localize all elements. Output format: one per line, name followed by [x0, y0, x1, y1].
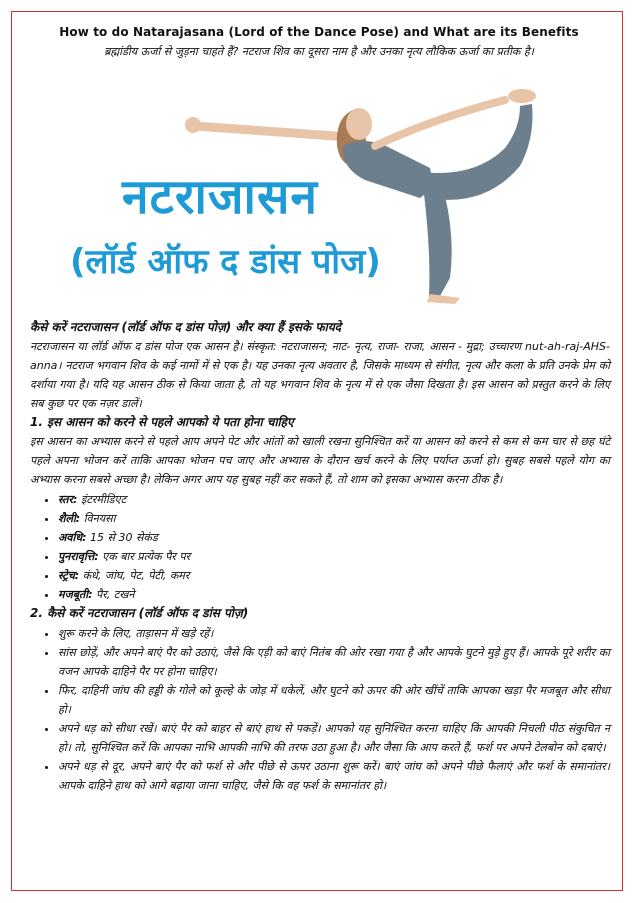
list-item: • अवधि: 15 से 30 सेकंड — [58, 528, 610, 547]
step-item: • फिर, दाहिनी जांघ की हड्डी के गोले को कूल्हे के जोड़ में धकेलें, और घुटने को ऊपर की ओर खींचें ताकि आपका खड़ा पैर मजबूत और सीधा हो। — [58, 681, 610, 719]
list-item: • शैली: विनयसा — [58, 509, 610, 528]
page-title: How to do Natarajasana (Lord of the Dance Pose) and What are its Benefits — [59, 25, 579, 39]
page-subtitle: ब्रह्मांडीय ऊर्जा से जुड़ना चाहते हैं? नटराज शिव का दूसरा नाम है और उनका नृत्य लौकिक ऊर्जा का प्रतीक है। — [104, 45, 534, 58]
section-heading: 1. इस आसन को करने से पहले आपको ये पता होना चाहिए — [30, 415, 294, 429]
list-item: • स्ट्रेच: कंधे, जांघ, पेट, पेटी, कमर — [58, 566, 610, 585]
section-heading: कैसे करें नटराजासन (लॉर्ड ऑफ द डांस पोज़) और क्या हैं इसके फायदे — [30, 320, 342, 334]
steps-list — [30, 624, 610, 795]
step-item: • अपने धड़ से दूर, अपने बाएं पैर को फर्श से और पीछे से ऊपर उठाना शुरू करें। बाएं जांघ को अपने पीछे फैलाएं और फर्श के समानांतर। आपके दाहिने हाथ को आगे बढ़ाया जाना चाहिए, जैसे कि वह फर्श के समानांतर हो। — [58, 757, 610, 795]
list-item: • पुनरावृत्ति: एक बार प्रत्येक पैर पर — [58, 547, 610, 566]
list-item: • स्तर: इंटरमीडिएट — [58, 490, 610, 509]
step-item: • अपने धड़ को सीधा रखें। बाएं पैर को बाहर से बाएं हाथ से पकड़ें। आपको यह सुनिश्चित करना चाहिए कि आपकी निचली पीठ संकुचित न हो। तो, सुनिश्चित करें कि आपका नाभि आपकी नाभि की तरफ उठा हुआ है। और जैसा कि आप करते हैं, फर्श पर अपने टेलबोन को दबाएं। — [58, 719, 610, 757]
article-body — [30, 318, 610, 795]
step-item: • सांस छोड़ें, और अपने बाएं पैर को उठाएं, जैसे कि एड़ी को बाएं नितंब की ओर रखा गया है और आपके घुटने मुड़े हुए हैं। आपके पूरे शरीर का वजन आपके दाहिने पैर पर होना चाहिए। — [58, 643, 610, 681]
list-item: • मजबूती: पैर, टखने — [58, 585, 610, 604]
facts-list — [30, 490, 610, 604]
hero-title: नटराजासन — [122, 169, 319, 225]
step-item: • शुरू करने के लिए, ताड़ासन में खड़े रहें। — [58, 624, 610, 643]
hero-subtitle: (लॉर्ड ऑफ द डांस पोज) — [70, 242, 381, 282]
intro-paragraph: नटराजासन या लॉर्ड ऑफ द डांस पोज एक आसन है। संस्कृत: नटराजासन; नाट- नृत्य, राजा- राजा, आसन - मुद्रा; उच्चारण nut-ah-raj-AHS-anna। नटराज भगवान शिव के कई नामों में से एक है। यह उनका नृत्य अवतार है, जिसके माध्यम से संगीत, नृत्य और कला के प्रति उनके प्रेम को दर्शाया गया है। यदि यह आसन ठीक से किया जाता है, तो यह भगवान शिव के नृत्य में से एक जैसा दिखता है। इस आसन को प्रस्तुत करने के लिए सब कुछ पर एक नज़र डालें। — [30, 340, 610, 410]
prep-paragraph: इस आसन का अभ्यास करने से पहले आप अपने पेट और आंतों को खाली रखना सुनिश्चित करें या आसन को करने से कम से कम चार से छह घंटे पहले अपना भोजन करें ताकि आपका भोजन पच जाए और अभ्यास के दौरान खर्च करने के लिए पर्याप्त ऊर्जा हो। सुबह सबसे पहले योग का अभ्यास करना सबसे अच्छा है। लेकिन अगर आप यह सुबह नहीं कर सकते हैं, तो शाम को इसका अभ्यास करना ठीक है। — [30, 435, 610, 486]
section-heading: 2. कैसे करें नटराजासन (लॉर्ड ऑफ द डांस पोज़) — [30, 606, 249, 620]
